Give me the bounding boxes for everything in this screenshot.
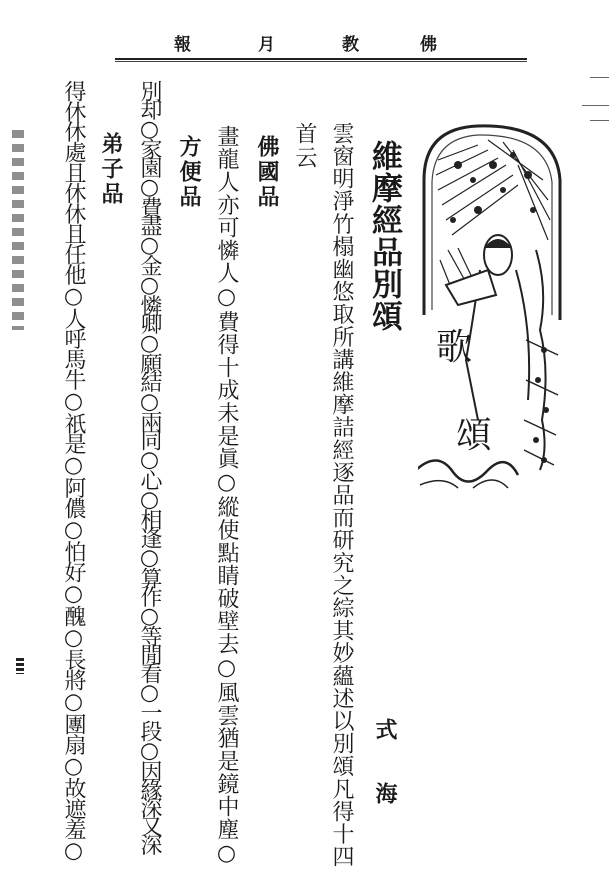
header-rule-thin [115, 61, 527, 62]
section-heading: 弟子品 [98, 132, 124, 207]
verse-line: 得休休處且休休且任他○人呼馬牛○祇是○阿儂○怕好○醜○長將○團扇○故遮羞○ [61, 80, 86, 862]
illustration-label-top: 歌 [436, 327, 473, 368]
header-rule [115, 58, 527, 60]
journal-header [120, 30, 520, 56]
header-char: 報 [174, 35, 191, 55]
decorative-illustration [418, 120, 566, 495]
scan-margin-marks [12, 130, 24, 330]
scan-margin-mark [16, 658, 24, 674]
section-heading: 方便品 [176, 135, 202, 210]
header-char: 月 [258, 35, 275, 55]
scan-edge-tick [590, 77, 609, 78]
intro-line: 首云 [292, 122, 317, 170]
author-name: 式 海 [372, 718, 398, 814]
header-char: 佛 [420, 35, 437, 55]
intro-line: 雲窗明淨竹榻幽悠取所講維摩詰經逐品而研究之綜其妙蘊述以別頌凡得十四 [329, 122, 354, 868]
scan-edge-tick [582, 105, 609, 106]
section-heading: 佛國品 [254, 135, 280, 210]
header-char: 教 [342, 35, 359, 55]
scan-edge-tick [590, 120, 609, 121]
illustration-label-bottom: 頌 [456, 415, 493, 456]
verse-line: 畫龍人亦可憐人○費得十成未是眞○縱使點睛破壁去○風雲猶是鏡中塵○ [214, 125, 239, 867]
article-title: 維摩經品別頌 [366, 140, 402, 332]
verse-line: 別却○家園○費盡○金○憐卿○願結○兩同○心○相逢○算作○等閒看○一段○因緣深又深 [137, 80, 162, 853]
